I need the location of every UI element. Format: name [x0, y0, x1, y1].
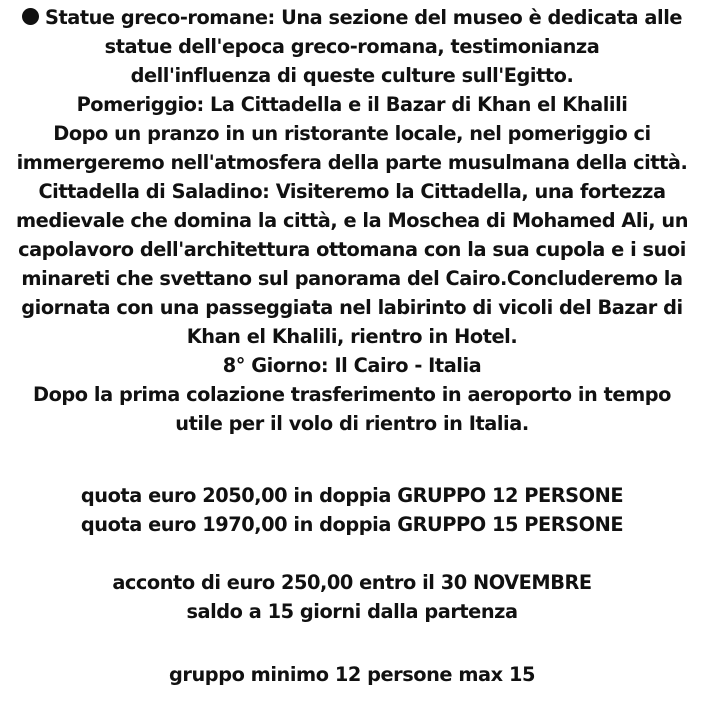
day8-title: 8° Giorno: Il Cairo - Italia [222, 354, 482, 377]
day8-paragraph-line-1: Dopo la prima colazione trasferimento in aeroporto in tempo [32, 383, 671, 406]
statue-paragraph-line-1 [0, 3, 704, 32]
afternoon-paragraph-line-1: Dopo un pranzo in un ristorante locale, nel pomeriggio ci [53, 122, 651, 145]
balance-line: saldo a 15 giorni dalla partenza [186, 600, 518, 623]
citadel-paragraph-line-6: Khan el Khalili, rientro in Hotel. [186, 325, 518, 348]
afternoon-title: Pomeriggio: La Cittadella e il Bazar di Khan el Khalili [76, 93, 628, 116]
bullet-icon [22, 8, 39, 25]
statue-paragraph-line-2: statue dell'epoca greco-romana, testimonianza [104, 35, 600, 58]
statue-paragraph-text-1: Statue greco-romane: Una sezione del museo è dedicata alle [44, 6, 683, 29]
citadel-paragraph-line-1: Cittadella di Saladino: Visiteremo la Cittadella, una fortezza [38, 180, 666, 203]
day8-paragraph-line-2: utile per il volo di rientro in Italia. [175, 412, 529, 435]
group-size-line: gruppo minimo 12 persone max 15 [169, 663, 535, 686]
citadel-paragraph-line-3: capolavoro dell'architettura ottomana con la sua cupola e i suoi [18, 238, 686, 261]
statue-paragraph-line-3: dell'influenza di queste culture sull'Egitto. [130, 64, 574, 87]
citadel-paragraph-line-2: medievale che domina la città, e la Moschea di Mohamed Ali, un [15, 209, 689, 232]
deposit-line: acconto di euro 250,00 entro il 30 NOVEMBRE [112, 571, 592, 594]
citadel-paragraph-line-5: giornata con una passeggiata nel labirinto di vicoli del Bazar di [21, 296, 683, 319]
price-line-group-15: quota euro 1970,00 in doppia GRUPPO 15 PERSONE [80, 513, 624, 536]
afternoon-paragraph-line-2: immergeremo nell'atmosfera della parte musulmana della città. [16, 151, 688, 174]
price-line-group-12: quota euro 2050,00 in doppia GRUPPO 12 PERSONE [80, 484, 624, 507]
citadel-paragraph-line-4: minareti che svettano sul panorama del Cairo.Concluderemo la [21, 267, 683, 290]
